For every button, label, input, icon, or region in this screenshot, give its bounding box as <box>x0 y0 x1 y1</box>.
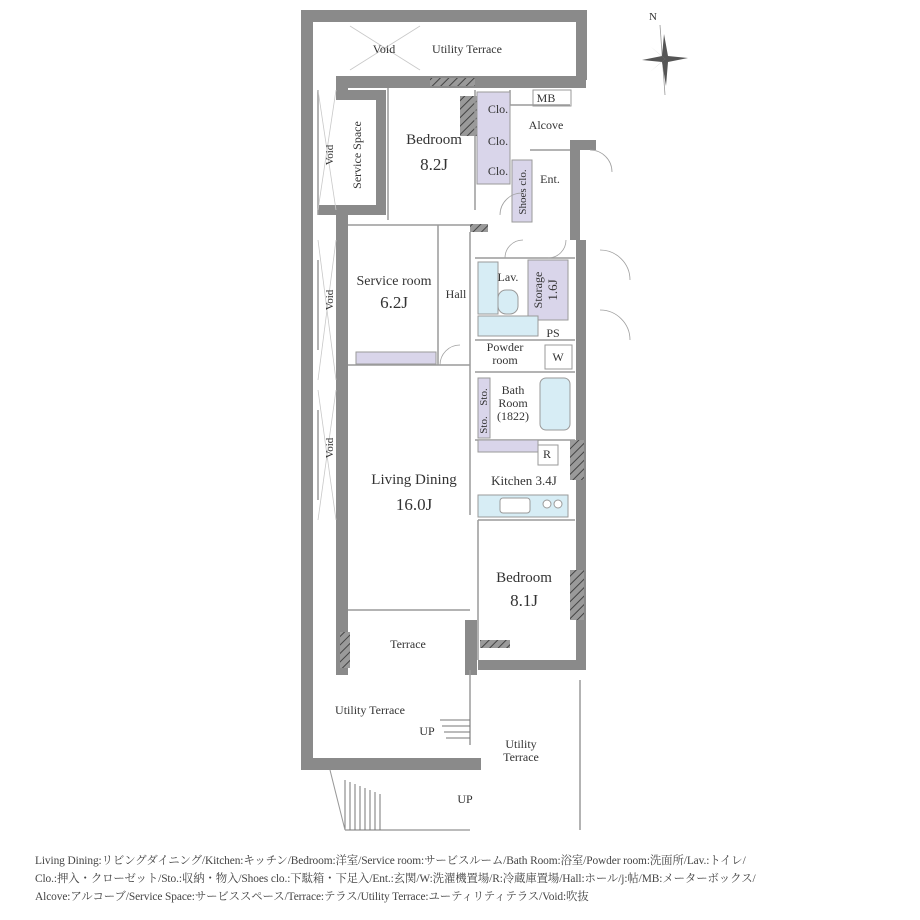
void-top-label: Void <box>372 42 396 56</box>
entrance-label: Ent. <box>540 172 560 186</box>
stairs-middle <box>440 720 470 738</box>
legend <box>35 852 895 906</box>
service-room-name: Service room <box>356 274 432 289</box>
utility-terrace-right-label-1: Utility <box>505 737 537 751</box>
legend-line-1: Living Dining:リビングダイニング/Kitchen:キッチン/Bedroom:洋室/Service room:サービスルーム/Bath Room:浴室/Powder room:洗面所/Lav.:トイレ/ <box>35 855 746 867</box>
lav-label: Lav. <box>497 270 519 284</box>
bedroom1-name: Bedroom <box>406 132 462 148</box>
storage-name: Storage <box>531 271 545 309</box>
bedroom1-size: 8.2J <box>420 155 448 174</box>
compass <box>642 11 688 95</box>
room-labels <box>324 42 564 806</box>
utility-terrace-bottom-label: Utility Terrace <box>335 703 405 717</box>
clo-label-2: Clo. <box>487 134 509 148</box>
living-dining-name: Living Dining <box>371 472 457 488</box>
up-label-1: UP <box>419 724 435 738</box>
powder-room-label-2: room <box>492 353 518 367</box>
bedroom2-name: Bedroom <box>496 570 552 586</box>
up-label-2: UP <box>457 792 473 806</box>
legend-line-3: Alcove:アルコーブ/Service Space:サービススペース/Terrace:テラス/Utility Terrace:ユーティリティテラス/Void:吹抜 <box>35 891 589 903</box>
bath-label-2: Room <box>498 396 528 410</box>
service-space-label: Service Space <box>350 121 364 189</box>
compass-north-label: N <box>649 11 657 23</box>
living-dining-size: 16.0J <box>395 495 433 514</box>
stairs-bottom <box>345 780 470 830</box>
mb-label: MB <box>536 91 556 105</box>
void-left-label-2: Void <box>324 289 336 311</box>
sto-label-1: Sto. <box>478 416 490 434</box>
alcove-label: Alcove <box>528 118 564 132</box>
bedroom2-size: 8.1J <box>510 591 538 610</box>
partitions <box>318 88 580 830</box>
storage-size: 1.6J <box>545 279 560 301</box>
kitchen-label: Kitchen 3.4J <box>491 473 557 488</box>
compass-rose-icon <box>642 34 688 86</box>
void-left-label-1: Void <box>324 144 336 166</box>
w-label: W <box>552 350 564 364</box>
sto-label-2: Sto. <box>478 388 490 406</box>
hall-label: Hall <box>445 287 467 301</box>
terrace-label: Terrace <box>390 637 426 651</box>
powder-room-label-1: Powder <box>486 340 524 354</box>
shoes-clo-label: Shoes clo. <box>517 169 529 215</box>
clo-label-3: Clo. <box>487 164 509 178</box>
bath-label-3: (1822) <box>497 409 529 423</box>
service-room-size: 6.2J <box>380 293 408 312</box>
utility-terrace-right-label-2: Terrace <box>503 750 539 764</box>
utility-terrace-top-label: Utility Terrace <box>432 42 502 56</box>
void-left-label-3: Void <box>324 437 336 459</box>
legend-line-2: Clo.:押入・クローゼット/Sto.:収納・物入/Shoes clo.:下駄箱・下足入/Ent.:玄関/W:洗濯機置場/R:冷蔵庫置場/Hall:ホール/j:帖/MB:メーターボックス/ <box>35 873 756 885</box>
clo-label-1: Clo. <box>487 102 509 116</box>
bath-label-1: Bath <box>501 383 525 397</box>
ps-label: PS <box>546 326 560 340</box>
r-label: R <box>542 447 552 461</box>
